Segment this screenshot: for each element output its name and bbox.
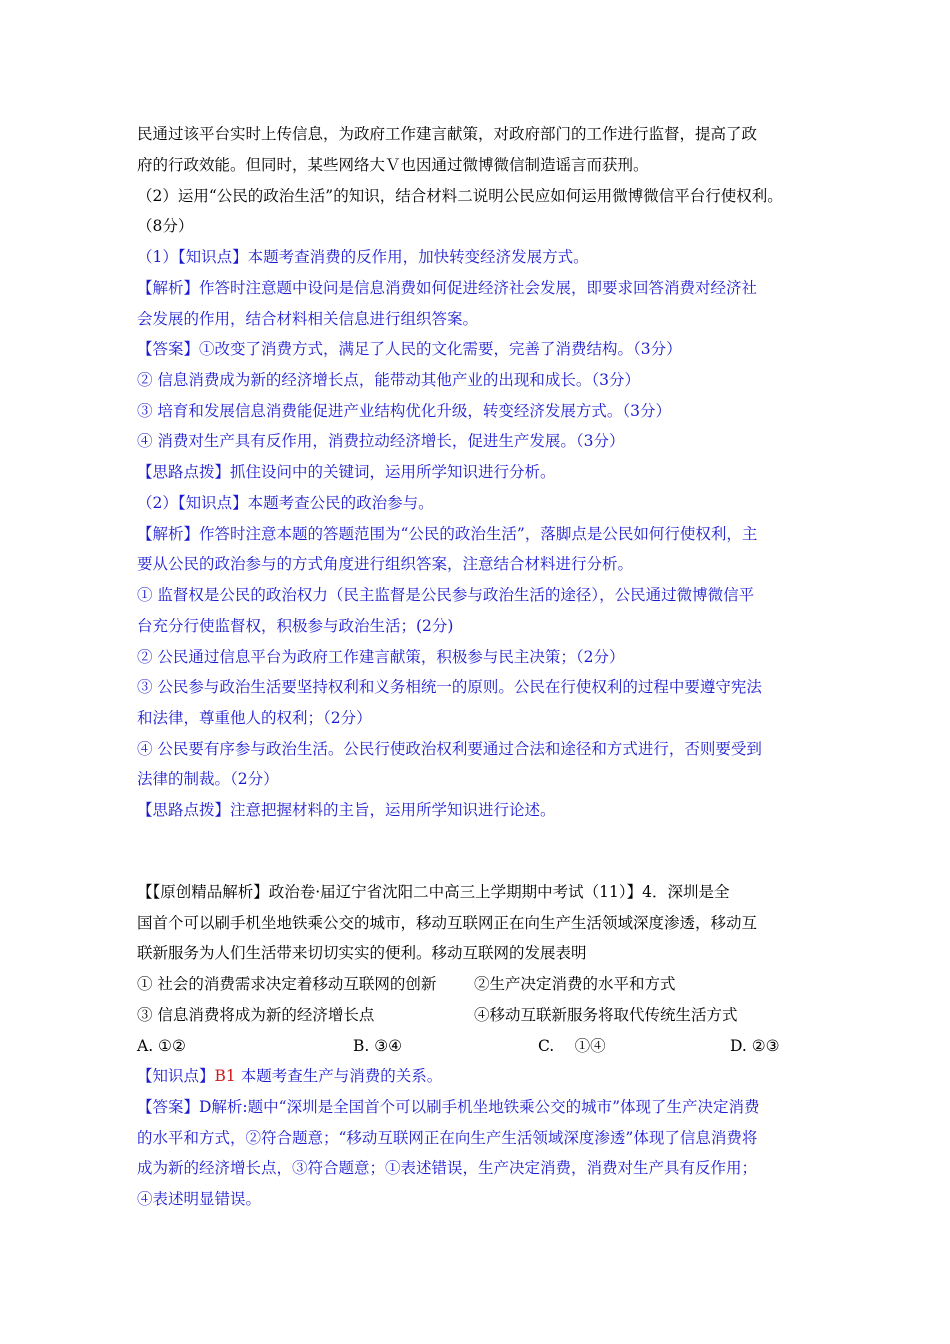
answer-analysis: 成为新的经济增长点，③符合题意；①表述错误，生产决定消费，消费对生产具有反作用； [137, 1159, 758, 1177]
question-text-line: 府的行政效能。但同时，某些网络大Ｖ也因通过微博微信制造谣言而获刑。 [137, 156, 649, 174]
question-prompt-line: （2）运用“公民的政治生活”的知识，结合材料二说明公民应如何运用微博微信平台行使权利。 [137, 187, 783, 205]
answer-analysis: 会发展的作用，结合材料相关信息进行组织答案。 [137, 310, 479, 328]
answer-tip: 【思路点拨】注意把握材料的主旨，运用所学知识进行论述。 [137, 801, 556, 819]
answer-item: ② 公民通过信息平台为政府工作建言献策，积极参与民主决策；（2分） [137, 648, 625, 666]
statement-option: ③ 信息消费将成为新的经济增长点 [137, 1006, 375, 1024]
answer-knowledge-point: （1）【知识点】本题考查消费的反作用，加快转变经济发展方式。 [137, 248, 589, 266]
answer-analysis: ④表述明显错误。 [137, 1190, 262, 1208]
question-header: 【【原创精品解析】政治卷·届辽宁省沈阳二中高三上学期期中考试（11）】4．深圳是全 [137, 883, 730, 901]
answer-analysis: 【解析】作答时注意题中设问是信息消费如何促进经济社会发展，即要求回答消费对经济社 [137, 279, 758, 297]
answer-item: ③ 培育和发展信息消费能促进产业结构优化升级，转变经济发展方式。（3分） [137, 402, 672, 420]
question-text-line: 联新服务为人们生活带来切切实实的便利。移动互联网的发展表明 [137, 944, 587, 962]
knowledge-point-label: 【知识点】 [137, 1067, 215, 1085]
answer-key: 【答案】D解析:题中“深圳是全国首个可以刷手机坐地铁乘公交的城市”体现了生产决定消费 [137, 1098, 760, 1116]
answer-item: 台充分行使监督权，积极参与政治生活；(2分) [137, 617, 454, 635]
answer-item: ② 信息消费成为新的经济增长点，能带动其他产业的出现和成长。（3分） [137, 371, 641, 389]
choice-c: C. ①④ [538, 1037, 606, 1055]
knowledge-point-text: 本题考查生产与消费的关系。 [235, 1067, 443, 1085]
answer-item: ④ 公民要有序参与政治生活。公民行使政治权利要通过合法和途径和方式进行，否则要受到 [137, 740, 762, 758]
knowledge-point-code: B1 [214, 1067, 236, 1085]
answer-analysis: 【解析】作答时注意本题的答题范围为“公民的政治生活”，落脚点是公民如何行使权利，主 [137, 525, 758, 543]
question-text-line: 国首个可以刷手机坐地铁乘公交的城市，移动互联网正在向生产生活领域深度渗透，移动互 [137, 914, 758, 932]
statement-option: ②生产决定消费的水平和方式 [474, 975, 676, 993]
answer-item: ① 监督权是公民的政治权力（民主监督是公民参与政治生活的途径），公民通过微博微信平 [137, 586, 755, 604]
question-points: （8分） [137, 217, 194, 235]
question-text-line: 民通过该平台实时上传信息，为政府工作建言献策，对政府部门的工作进行监督，提高了政 [137, 125, 758, 143]
answer-knowledge-point [137, 1066, 442, 1086]
statement-option: ① 社会的消费需求决定着移动互联网的创新 [137, 975, 437, 993]
statement-option: ④移动互联新服务将取代传统生活方式 [474, 1006, 738, 1024]
choice-a: A. ①② [137, 1037, 186, 1055]
answer-item: ④ 消费对生产具有反作用，消费拉动经济增长，促进生产发展。（3分） [137, 432, 625, 450]
choice-d: D. ②③ [730, 1037, 780, 1055]
choice-b: B. ③④ [353, 1037, 403, 1055]
answer-knowledge-point: （2）【知识点】本题考查公民的政治参与。 [137, 494, 434, 512]
answer-analysis: 的水平和方式，②符合题意；“移动互联网正在向生产生活领域深度渗透”体现了信息消费将 [137, 1129, 758, 1147]
answer-analysis: 要从公民的政治参与的方式角度进行组织答案，注意结合材料进行分析。 [137, 555, 634, 573]
answer-tip: 【思路点拨】抓住设问中的关键词，运用所学知识进行分析。 [137, 463, 556, 481]
answer-item: 法律的制裁。（2分） [137, 770, 279, 788]
answer-item: 和法律，尊重他人的权利；（2分） [137, 709, 372, 727]
answer-item: ③ 公民参与政治生活要坚持权利和义务相统一的原则。公民在行使权利的过程中要遵守宪法 [137, 678, 762, 696]
answer-key: 【答案】①改变了消费方式，满足了人民的文化需要，完善了消费结构。（3分） [137, 340, 682, 358]
